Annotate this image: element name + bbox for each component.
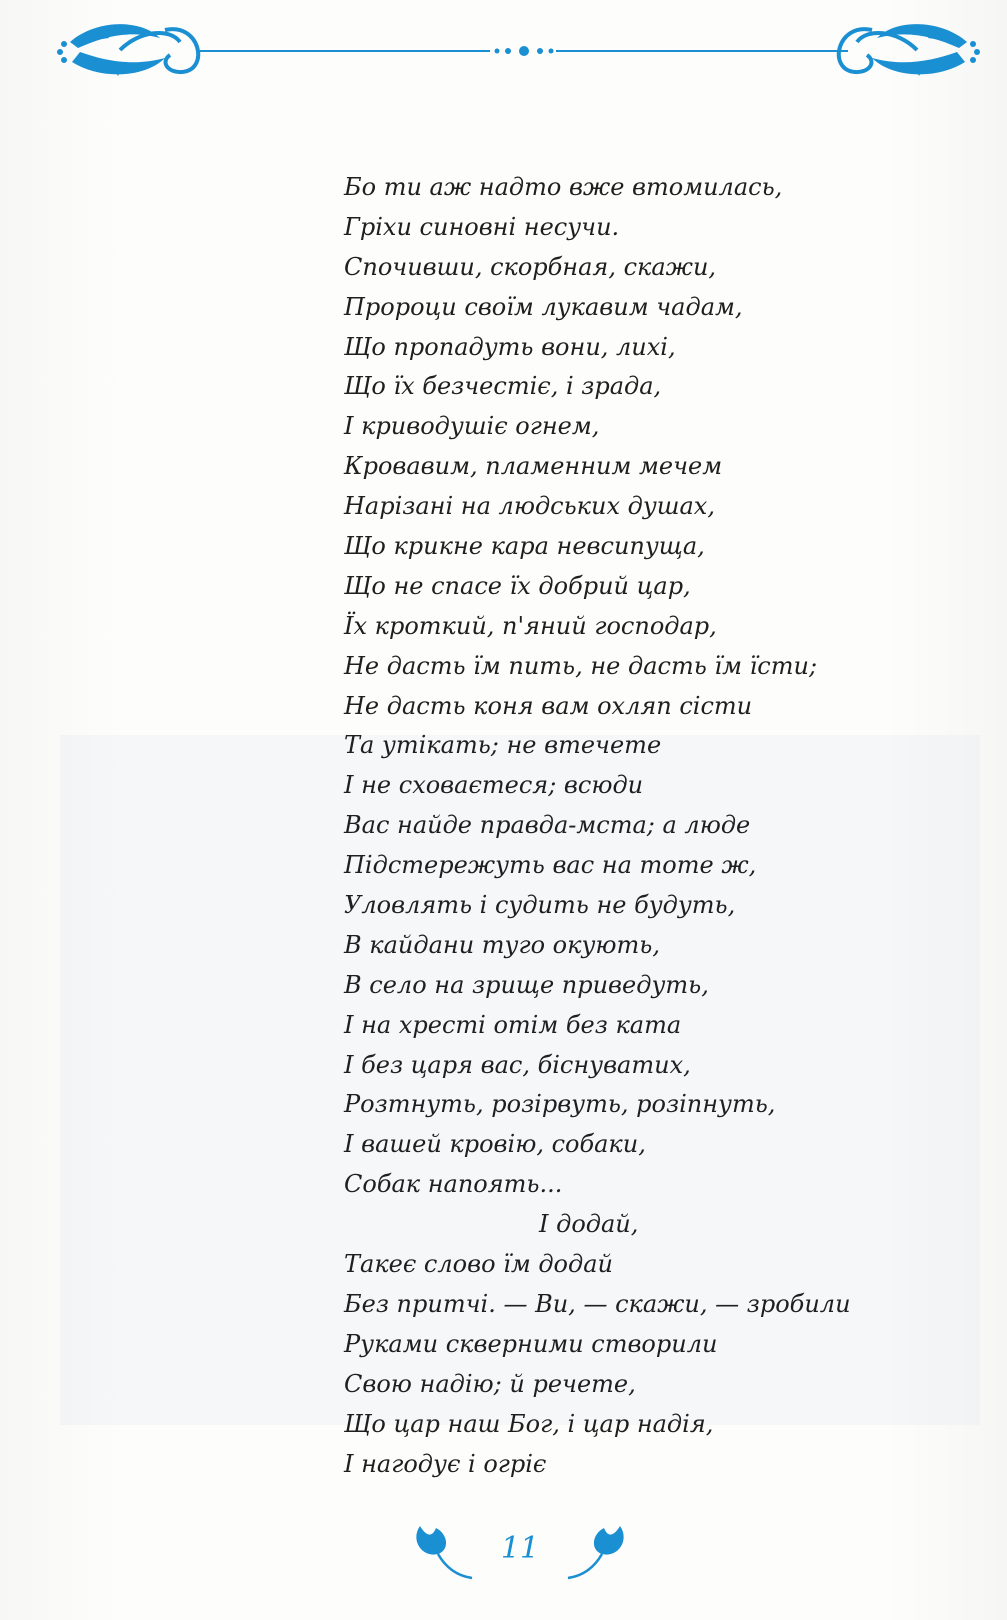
poem-line: Спочивши, скорбная, скажи, [344, 252, 717, 281]
poem-line: Що не спасе їх добрий цар, [344, 571, 691, 600]
poem-line: І нагодує і огріє [344, 1449, 547, 1478]
poem-line: Пророци своїм лукавим чадам, [344, 292, 743, 321]
floral-swirl-icon [57, 24, 198, 76]
poem-line: Що пропадуть вони, лихі, [344, 332, 676, 361]
poem-line: Руками скверними створили [344, 1329, 718, 1358]
poem-line: Підстережуть вас на тоте ж, [344, 851, 757, 880]
poem-line: Вас найде правда-мста; а люде [344, 811, 751, 840]
poem-line: І вашей кровію, собаки, [344, 1130, 646, 1159]
poem-line: В село на зрище приведуть, [344, 970, 709, 999]
poem-line: Уловлять і судить не будуть, [344, 891, 736, 920]
poem-line: Собак напоять... [344, 1170, 563, 1199]
poem-line: Бо ти аж надто вже втомилась, [344, 173, 783, 201]
poem-text [344, 168, 924, 1484]
page-number: 11 [500, 1531, 540, 1566]
page-footer [410, 1510, 630, 1590]
floral-swirl-icon [839, 24, 980, 76]
poem-line: Розтнуть, розірвуть, розіпнуть, [344, 1090, 776, 1119]
poem-line: Їх кроткий, п'яний господар, [344, 611, 717, 640]
poem-line: І на хресті отім без ката [344, 1010, 682, 1039]
header-ornament [0, 0, 1007, 100]
poem-line: Свою надію; й речете, [344, 1369, 636, 1398]
poem-line: І без царя вас, біснуватих, [344, 1050, 691, 1079]
poem-line: Не дасть їм пить, не дасть їм їсти; [344, 651, 818, 680]
poem-line: Що їх безчестіє, і зрада, [344, 372, 662, 401]
center-dots-icon [495, 46, 554, 56]
poem-line: Не дасть коня вам охляп сісти [344, 691, 753, 720]
poem-line: Нарізані на людських душах, [344, 492, 715, 521]
poem-line: Та утікать; не втечете [344, 731, 662, 760]
poem-line-indented: І додай, [539, 1210, 639, 1239]
poem-line: Гріхи синовні несучи. [344, 212, 620, 241]
poem-line: Кровавим, пламенним мечем [344, 452, 723, 481]
poem-line: І не сховаєтеся; всюди [344, 771, 644, 800]
poem-line: Що крикне кара невсипуща, [344, 532, 705, 561]
poem-line: І криводушіє огнем, [344, 412, 600, 441]
poem-line: Що цар наш Бог, і цар надія, [344, 1409, 714, 1438]
poem-line: Без притчі. — Ви, — скажи, — зробили [344, 1289, 851, 1318]
poem-line: Такеє слово їм додай [344, 1250, 613, 1279]
poem-line: В кайдани туго окують, [344, 930, 660, 959]
